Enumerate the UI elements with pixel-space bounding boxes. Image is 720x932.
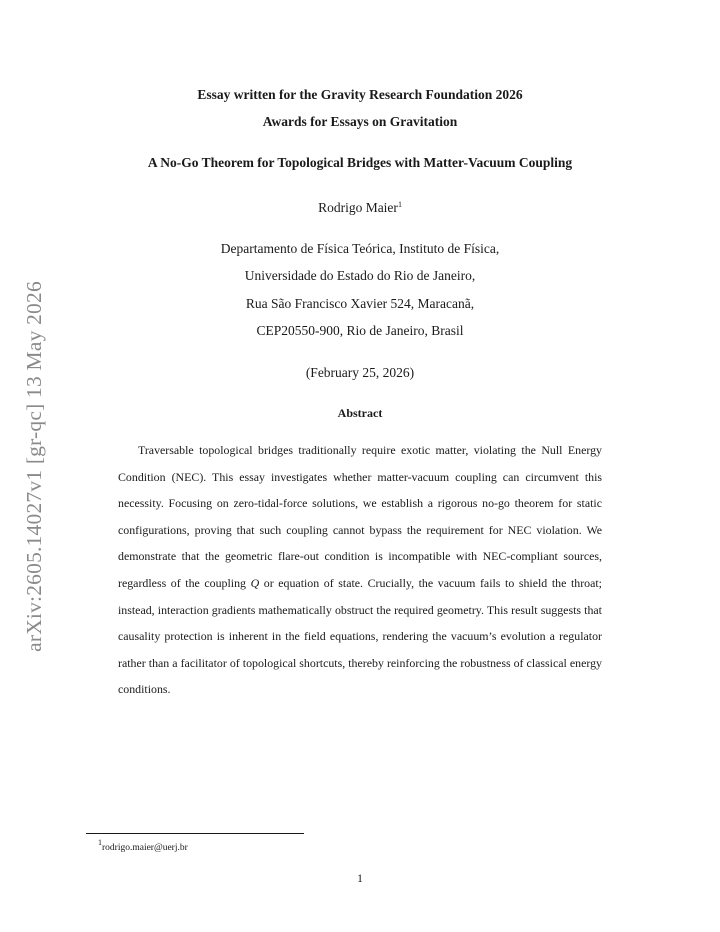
essay-header-line-1: Essay written for the Gravity Research Foundation 2026 bbox=[197, 87, 523, 102]
arxiv-identifier-text: arXiv:2605.14027v1 [gr-qc] 13 May 2026 bbox=[21, 280, 46, 652]
footnote-email: rodrigo.maier@uerj.br bbox=[102, 843, 188, 853]
author-line bbox=[0, 200, 720, 216]
abstract-coupling-symbol: Q bbox=[250, 575, 260, 590]
abstract-text-part-1: Traversable topological bridges traditionally require exotic matter, violating the Null Energy Condition (NEC). This essay investigates whether matter-vacuum coupling can circumvent this necessity. Focusing on zero-tidal-force solutions, we establish a rigorous no-go theorem for static configurations, proving that such coupling cannot bypass the requirement for NEC violation. We demonstrate that the geometric flare-out condition is incompatible with NEC-compliant sources, regardless of the coupling bbox=[118, 443, 602, 590]
footnote-mark: 1 bbox=[98, 838, 102, 847]
abstract-text-part-2: or equation of state. Crucially, the vacuum fails to shield the throat; instead, interaction gradients mathematically obstruct the required geometry. This result suggests that causality protection is inherent in the field equations, rendering the vacuum’s evolution a regulator rather than a facilitator of topological shortcuts, thereby reinforcing the robustness of classical energy conditions. bbox=[118, 575, 602, 697]
affiliation-line-3: Rua São Francisco Xavier 524, Maracanã, bbox=[245, 296, 475, 311]
affiliation-line-4: CEP20550-900, Rio de Janeiro, Brasil bbox=[256, 323, 464, 338]
affiliation-line-1: Departamento de Física Teórica, Instituto de Física, bbox=[220, 241, 500, 256]
abstract-heading: Abstract bbox=[337, 406, 383, 420]
arxiv-identifier-stamp bbox=[8, 260, 60, 672]
author-name: Rodrigo Maier bbox=[318, 200, 398, 215]
footnote-divider bbox=[86, 833, 304, 834]
paper-date: (February 25, 2026) bbox=[305, 365, 415, 380]
paper-title: A No-Go Theorem for Topological Bridges with Matter-Vacuum Coupling bbox=[147, 155, 573, 170]
essay-header-line-2: Awards for Essays on Gravitation bbox=[262, 114, 458, 129]
affiliation-line-2: Universidade do Estado do Rio de Janeiro, bbox=[244, 268, 476, 283]
page-number: 1 bbox=[357, 871, 363, 885]
abstract-body bbox=[118, 437, 602, 703]
footnote bbox=[98, 838, 188, 853]
author-footnote-mark: 1 bbox=[397, 200, 402, 209]
